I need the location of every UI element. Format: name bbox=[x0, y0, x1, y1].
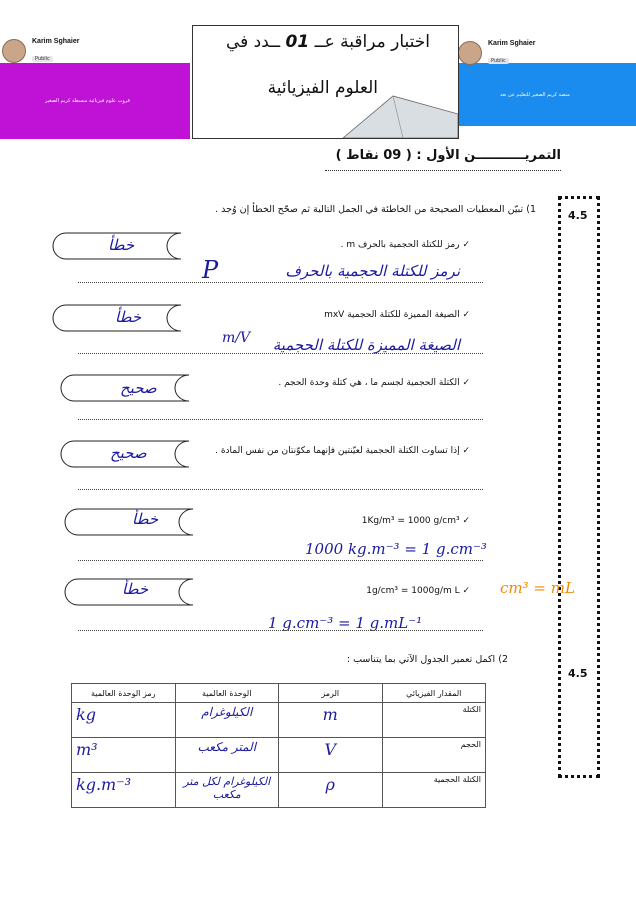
answer-line bbox=[78, 282, 483, 283]
profile-name: Karim Sghaier bbox=[488, 40, 536, 47]
answer-handwritten: خطأ bbox=[122, 580, 149, 598]
answer-handwritten: خطأ bbox=[115, 308, 142, 326]
test-number: 01 bbox=[285, 32, 310, 52]
correction-text: 1 g.cm⁻³ = 1 g.mL⁻¹ bbox=[268, 614, 423, 632]
statement: ✓ الصيغة المميزة للكتلة الحجمية mxV bbox=[324, 310, 470, 320]
score-1: 4.5 bbox=[568, 209, 588, 222]
answer-handwritten: صحيح bbox=[120, 379, 157, 397]
answer-line bbox=[78, 419, 483, 420]
title-prefix: اختبار مراقبة عــ bbox=[314, 32, 430, 52]
statement: 1Kg/m³ = 1000 g/cm³ ✓ bbox=[361, 516, 470, 526]
question1 bbox=[215, 204, 536, 215]
cell-unit: المتر مكعب bbox=[175, 738, 279, 773]
answer-line bbox=[78, 560, 483, 561]
score-2: 4.5 bbox=[568, 667, 588, 680]
answer-handwritten: خطأ bbox=[108, 236, 135, 254]
cell-quantity: الكتلة bbox=[382, 703, 486, 738]
title-box bbox=[192, 25, 459, 139]
table-row bbox=[72, 703, 486, 738]
public-badge: Public bbox=[32, 56, 53, 62]
table-header-row bbox=[72, 684, 486, 703]
exercise-points: ( 09 نقاط ) bbox=[335, 148, 412, 163]
cell-unit-symbol: kg.m⁻³ bbox=[72, 773, 176, 808]
avatar bbox=[2, 39, 26, 63]
right-banner-text: منصة كريم الصغير للتعليم عن بعد bbox=[500, 92, 570, 98]
cell-unit: الكيلوغرام لكل متر مكعب bbox=[175, 773, 279, 808]
right-profile bbox=[458, 40, 535, 66]
question1-text: تبيّن المعطيات الصحيحة من الخاطئة في الجمل التالية ثم صحّح الخطأ إن وُجد . bbox=[215, 204, 524, 215]
answer-line bbox=[78, 630, 483, 631]
left-banner-text: قروب علوم فيزيائية منسطة كريم الصغير bbox=[45, 98, 130, 104]
statement: 1g/cm³ = 1000g/m L ✓ bbox=[366, 586, 470, 596]
public-badge: Public bbox=[488, 58, 509, 64]
correction-text: 1000 kg.m⁻³ = 1 g.cm⁻³ bbox=[305, 540, 487, 558]
question2 bbox=[347, 654, 508, 665]
quantities-table bbox=[71, 683, 486, 808]
answer-handwritten: خطأ bbox=[132, 510, 159, 528]
correction-symbol: m/V bbox=[222, 330, 251, 346]
exercise-heading bbox=[336, 148, 561, 163]
profile-name: Karim Sghaier bbox=[32, 38, 80, 45]
header-quantity: المقدار الفيزيائي bbox=[382, 684, 486, 703]
left-profile bbox=[2, 38, 79, 64]
question1-number: 1) bbox=[526, 204, 536, 215]
title-line1 bbox=[226, 32, 430, 52]
answer-line bbox=[78, 353, 483, 354]
exercise-title: التمريـــــــــــن الأول : bbox=[416, 148, 561, 163]
header-unit: الوحدة العالمية bbox=[175, 684, 279, 703]
question2-text: اكمل تعمير الجدول الآتي بما يتناسب : bbox=[346, 654, 496, 665]
answer-handwritten: صحيح bbox=[110, 444, 147, 462]
correction-text: نرمز للكتلة الحجمية بالحرف bbox=[285, 262, 460, 280]
cell-unit: الكيلوغرام bbox=[175, 703, 279, 738]
cell-quantity: الحجم bbox=[382, 738, 486, 773]
answer-line bbox=[78, 489, 483, 490]
cell-symbol: V bbox=[279, 738, 383, 773]
question2-number: 2) bbox=[498, 654, 508, 665]
cell-unit-symbol: kg bbox=[72, 703, 176, 738]
title-suffix: ــدد في bbox=[225, 32, 281, 52]
table-row bbox=[72, 773, 486, 808]
cell-symbol: ρ bbox=[279, 773, 383, 808]
cell-quantity: الكتلة الحجمية bbox=[382, 773, 486, 808]
statement: ✓ إذا تساوت الكتلة الحجمية لعيّنتين فإنهما مكوّنتان من نفس المادة . bbox=[215, 446, 470, 456]
statement: ✓ الكتلة الحجمية لجسم ما ، هي كتلة وحدة الحجم . bbox=[278, 378, 470, 388]
side-note: cm³ = mL bbox=[500, 579, 575, 597]
correction-text: الصيغة المميزة للكتلة الحجمية bbox=[272, 336, 460, 354]
table-row bbox=[72, 738, 486, 773]
header-symbol: الرمز bbox=[279, 684, 383, 703]
heading-underline bbox=[325, 170, 561, 171]
cell-symbol: m bbox=[279, 703, 383, 738]
cell-unit-symbol: m³ bbox=[72, 738, 176, 773]
score-box bbox=[558, 196, 600, 778]
answer-oval bbox=[64, 508, 194, 536]
header-unit-symbol: رمز الوحدة العالمية bbox=[72, 684, 176, 703]
title-line2: العلوم الفيزيائية bbox=[267, 78, 378, 98]
statement: ✓ رمز للكتلة الحجمية بالحرف m . bbox=[340, 240, 470, 250]
correction-symbol: P bbox=[202, 256, 219, 284]
avatar bbox=[458, 41, 482, 65]
